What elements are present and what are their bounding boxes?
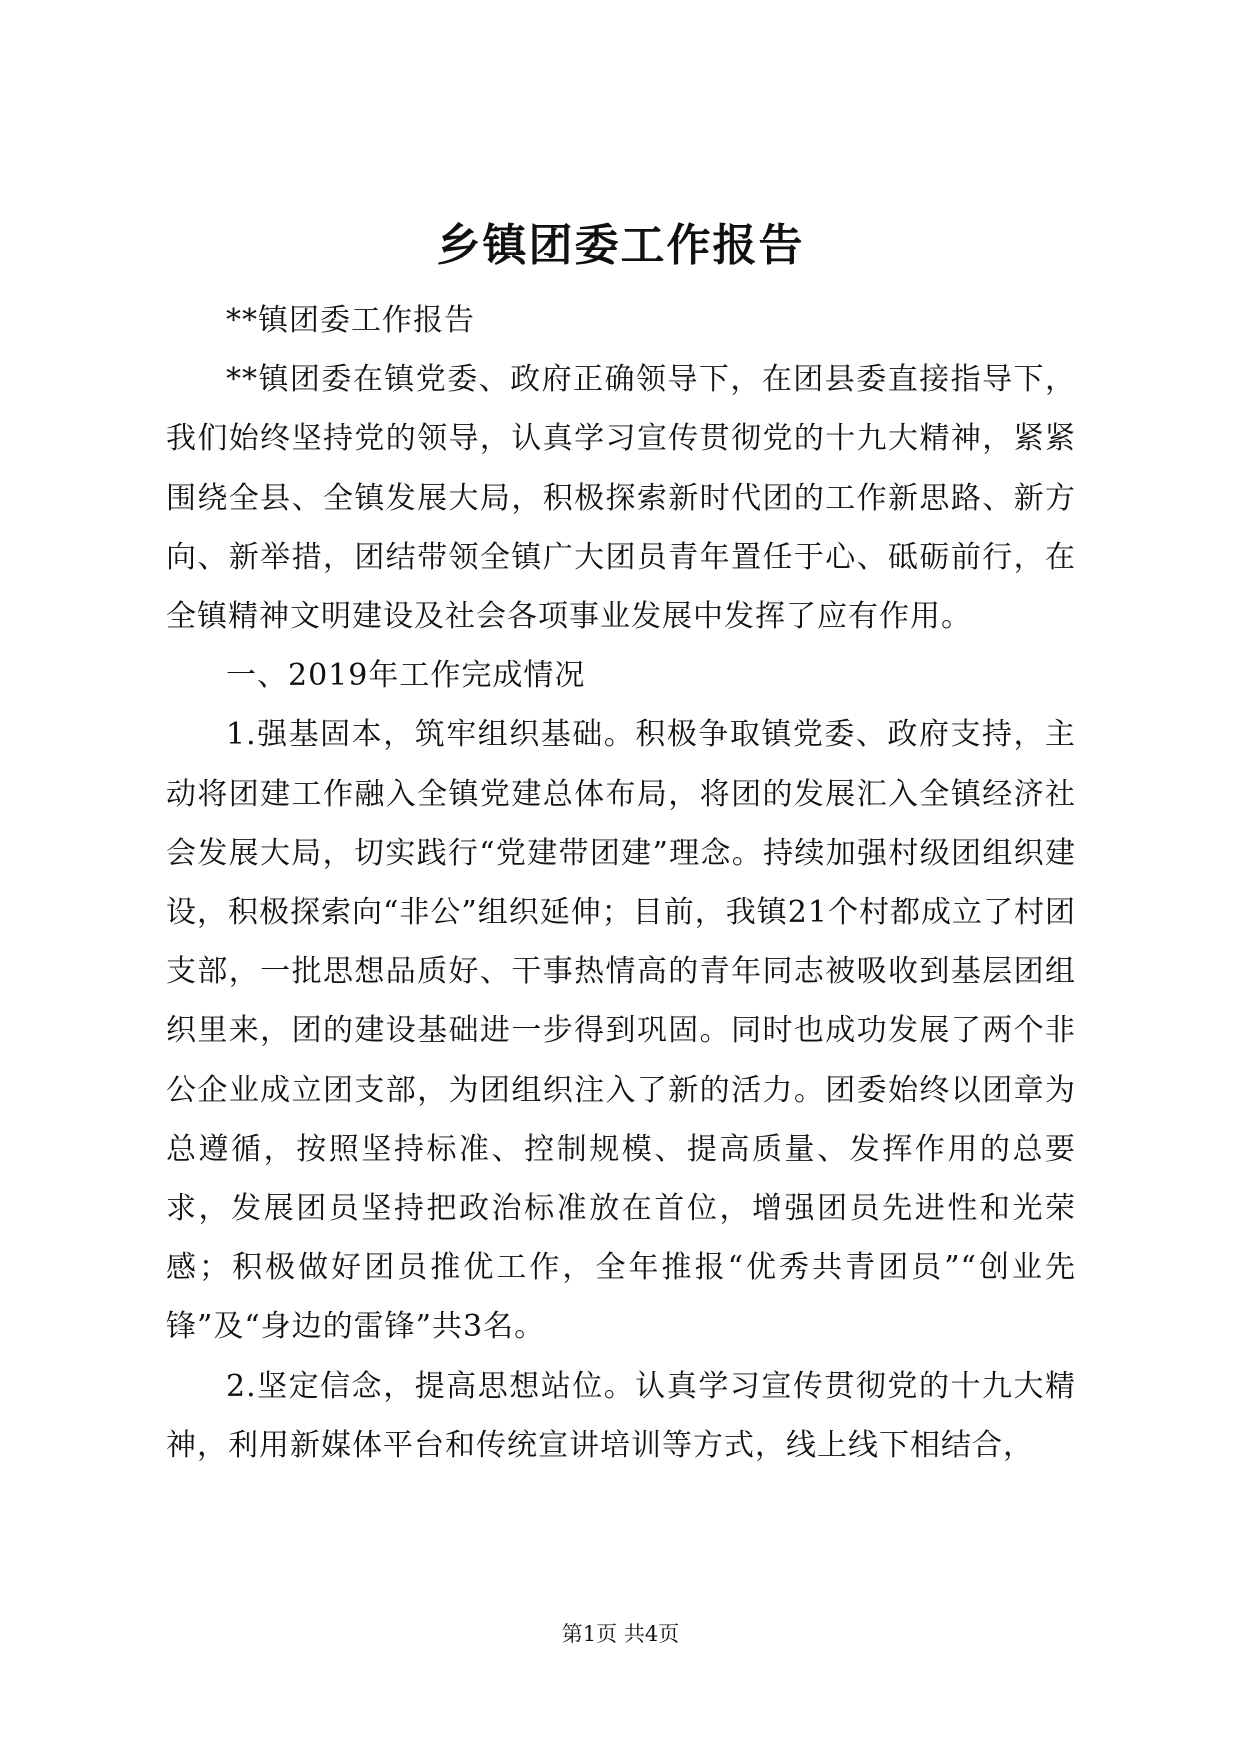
paragraph-subtitle: **镇团委工作报告 [226, 303, 475, 338]
document-title: 乡镇团委工作报告 [436, 220, 805, 271]
paragraph-item-2: 2.坚定信念，提高思想站位。认真学习宣传贯彻党的十九大精神，利用新媒体平台和传统宣讲培训等方式，线上线下相结合， [166, 1368, 1076, 1463]
document-body [166, 291, 1076, 1475]
paragraph-intro: **镇团委在镇党委、政府正确领导下，在团县委直接指导下，我们始终坚持党的领导，认真学习宣传贯彻党的十九大精神，紧紧围绕全县、全镇发展大局，积极探索新时代团的工作新思路、新方向、新举措，团结带领全镇广大团员青年置任于心、砥砺前行，在全镇精神文明建设及社会各项事业发展中发挥了应有作用。 [166, 362, 1076, 635]
section-heading: 一、2019年工作完成情况 [226, 658, 586, 694]
page-footer: 第1页 共4页 [561, 1622, 680, 1646]
paragraph-item-1: 1.强基固本，筑牢组织基础。积极争取镇党委、政府支持，主动将团建工作融入全镇党建总体布局，将团的发展汇入全镇经济社会发展大局，切实践行“党建带团建”理念。持续加强村级团组织建设，积极探索向“非公”组织延伸；目前，我镇21个村都成立了村团支部，一批思想品质好、干事热情高的青年同志被吸收到基层团组织里来，团的建设基础进一步得到巩固。同时也成功发展了两个非公企业成立团支部，为团组织注入了新的活力。团委始终以团章为总遵循，按照坚持标准、控制规模、提高质量、发挥作用的总要求，发展团员坚持把政治标准放在首位，增强团员先进性和光荣感；积极做好团员推优工作，全年推报“优秀共青团员”“创业先锋”及“身边的雷锋”共3名。 [166, 717, 1076, 1345]
